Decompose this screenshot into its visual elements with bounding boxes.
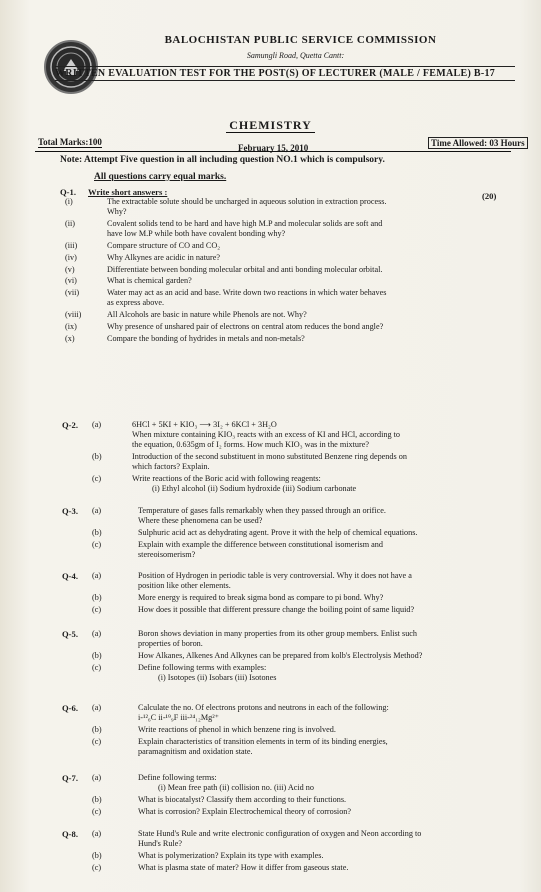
question-item-number: (a): [92, 506, 102, 515]
question-item-line: Explain characteristics of transition elements in term of its binding energies,: [138, 736, 388, 746]
question-item-number: (c): [92, 539, 102, 549]
question-item-line: (i) Isotopes (ii) Isobars (iii) Isotones: [158, 673, 277, 682]
question-item-line: which factors? Explain.: [132, 462, 210, 472]
question-item-number: (b): [92, 725, 102, 734]
question-label: Q-5.: [62, 629, 78, 639]
commission-address: Samungli Road, Quetta Cantt:: [246, 51, 345, 60]
question-item-line: Define following terms with examples:: [138, 662, 267, 672]
question-label: Q-4.: [62, 571, 78, 581]
question-item-line: Define following terms:: [138, 773, 217, 782]
question-item-number: (x): [65, 333, 75, 343]
question-item-number: (c): [92, 736, 102, 746]
question-item-number: (ii): [65, 219, 76, 228]
question-label: Q-7.: [62, 773, 78, 783]
question-item-line: All Alcohols are basic in nature while Phenols are not. Why?: [107, 310, 307, 320]
question-item-line: 6HCl + 5KI + KIO₃ ⟶ 3I₂ + 6KCl + 3H₂O: [132, 420, 277, 429]
question-label: Q-8.: [62, 829, 78, 839]
instruction-marks: All questions carry equal marks.: [94, 172, 227, 182]
question-item-line: Temperature of gases falls remarkably when they passed through an orifice.: [138, 506, 386, 515]
question-item-number: (b): [92, 851, 102, 860]
question-item-line: (i) Ethyl alcohol (ii) Sodium hydroxide (iii) Sodium carbonate: [152, 484, 357, 494]
question-item-number: (a): [92, 629, 102, 638]
total-marks: Total Marks:100: [38, 137, 102, 147]
question-item-line: paramagnitism and oxidation state.: [138, 747, 253, 756]
question-label: Q-2.: [62, 420, 78, 430]
question-item-line: Why?: [107, 207, 127, 217]
question-item-number: (iii): [65, 241, 78, 250]
question-label: Q-6.: [62, 703, 78, 713]
question-item-line: Why presence of unshared pair of electrons on central atom reduces the bond angle?: [107, 322, 384, 331]
question-item-line: Position of Hydrogen in periodic table is very controversial. Why it does not have a: [138, 571, 412, 580]
question-item-line: as express above.: [107, 298, 165, 308]
subject-title: CHEMISTRY: [0, 118, 541, 133]
question-item-line: have low M.P while both have covalent bonding why?: [107, 229, 286, 239]
question-item-number: (a): [92, 773, 102, 782]
time-allowed: Time Allowed: 03 Hours: [428, 137, 528, 149]
question-item-line: What is chemical garden?: [107, 276, 192, 286]
question-label: Q-1.: [60, 187, 76, 197]
question-item-number: (vii): [65, 288, 80, 298]
question-item-number: (a): [92, 829, 102, 838]
question-item-line: How Alkanes, Alkenes And Alkynes can be prepared from kolb's Electrolysis Method?: [138, 651, 423, 660]
question-item-number: (c): [92, 806, 102, 816]
question-item-line: The extractable solute should be uncharged in aqueous solution in extraction process.: [107, 197, 387, 206]
question-item-line: Introduction of the second substituent in mono substituted Benzene ring depends on: [132, 452, 407, 462]
question-item-line: State Hund's Rule and write electronic configuration of oxygen and Neon according to: [138, 829, 422, 838]
question-item-number: (c): [92, 662, 102, 672]
question-item-number: (c): [92, 862, 102, 872]
question-item-number: (vi): [65, 276, 77, 286]
question-item-line: More energy is required to break sigma bond as compare to pi bond. Why?: [138, 593, 384, 602]
question-item-number: (v): [65, 264, 75, 274]
question-item-number: (a): [92, 420, 102, 429]
question-item-number: (b): [92, 528, 102, 537]
question-item-line: i-¹²₆C ii-¹⁹₉F iii-²⁴₁₂Mg²⁺: [138, 713, 220, 723]
question-item-line: position like other elements.: [138, 581, 231, 591]
commission-name: BALOCHISTAN PUBLIC SERVICE COMMISSION: [164, 34, 437, 46]
question-item-line: Compare the bonding of hydrides in metals and non-metals?: [107, 333, 305, 343]
question-item-number: (iv): [65, 252, 77, 262]
question-item-line: Explain with example the difference between constitutional isomerism and: [138, 539, 383, 549]
question-item-number: (b): [92, 452, 102, 462]
header-divider: [35, 151, 511, 152]
exam-date: February 15, 2010: [238, 143, 309, 153]
question-item-line: Calculate the no. Of electrons protons and neutrons in each of the following:: [138, 703, 389, 712]
question-item-number: (i): [65, 197, 73, 206]
question-item-number: (a): [92, 703, 102, 712]
question-item-number: (viii): [65, 310, 82, 320]
question-item-line: (i) Mean free path (ii) collision no. (iii) Acid no: [158, 783, 314, 793]
question-item-line: the equation, 0.635gm of I₂ forms. How much KIO₃ was in the mixture?: [132, 440, 369, 450]
question-item-line: What is polymerization? Explain its type with examples.: [138, 851, 324, 860]
question-item-line: Differentiate between bonding molecular orbital and anti bonding molecular orbital.: [107, 264, 383, 274]
question-item-line: When mixture containing KIO₃ reacts with an excess of KI and HCl, according to: [132, 430, 400, 440]
question-item-number: (c): [92, 474, 102, 484]
test-title: WRITTEN EVALUATION TEST FOR THE POST(S) OF LECTURER (MALE / FEMALE) B-17: [55, 66, 515, 81]
question-item-line: properties of boron.: [138, 639, 203, 649]
question-item-line: Sulphuric acid act as dehydrating agent. Prove it with the help of chemical equations.: [138, 528, 418, 537]
question-item-line: How does it possible that different pressure change the boiling point of same liquid?: [138, 604, 415, 614]
question-item-number: (b): [92, 651, 102, 660]
question-item-line: Water may act as an acid and base. Write down two reactions in which water behaves: [107, 288, 387, 298]
question-marks: (20): [482, 191, 497, 201]
question-item-number: (a): [92, 571, 102, 580]
question-item-line: Write reactions of phenol in which benzene ring is involved.: [138, 725, 336, 734]
question-label: Q-3.: [62, 506, 78, 516]
question-item-number: (ix): [65, 322, 77, 331]
question-title: Write short answers :: [88, 187, 168, 197]
question-item-line: Covalent solids tend to be hard and have high M.P and molecular solids are soft and: [107, 219, 383, 228]
instruction-note: Note: Attempt Five question in all including question NO.1 which is compulsory.: [60, 155, 385, 165]
question-item-line: What is biocatalyst? Classify them according to their functions.: [138, 795, 347, 804]
question-item-line: Compare structure of CO and CO₂: [107, 241, 221, 250]
question-item-line: What is corrosion? Explain Electrochemical theory of corrosion?: [138, 806, 352, 816]
question-item-line: stereoisomerism?: [138, 550, 196, 559]
question-item-number: (b): [92, 593, 102, 602]
question-item-line: Write reactions of the Boric acid with following reagents:: [132, 474, 321, 484]
question-item-line: What is plasma state of mater? How it differ from gaseous state.: [138, 862, 349, 872]
question-item-line: Where these phenomena can be used?: [138, 516, 263, 526]
question-item-line: Hund's Rule?: [138, 839, 182, 849]
question-item-line: Why Alkynes are acidic in nature?: [107, 252, 220, 262]
question-item-number: (b): [92, 795, 102, 804]
question-item-number: (c): [92, 604, 102, 614]
question-item-line: Boron shows deviation in many properties from its other group members. Enlist such: [138, 629, 418, 638]
